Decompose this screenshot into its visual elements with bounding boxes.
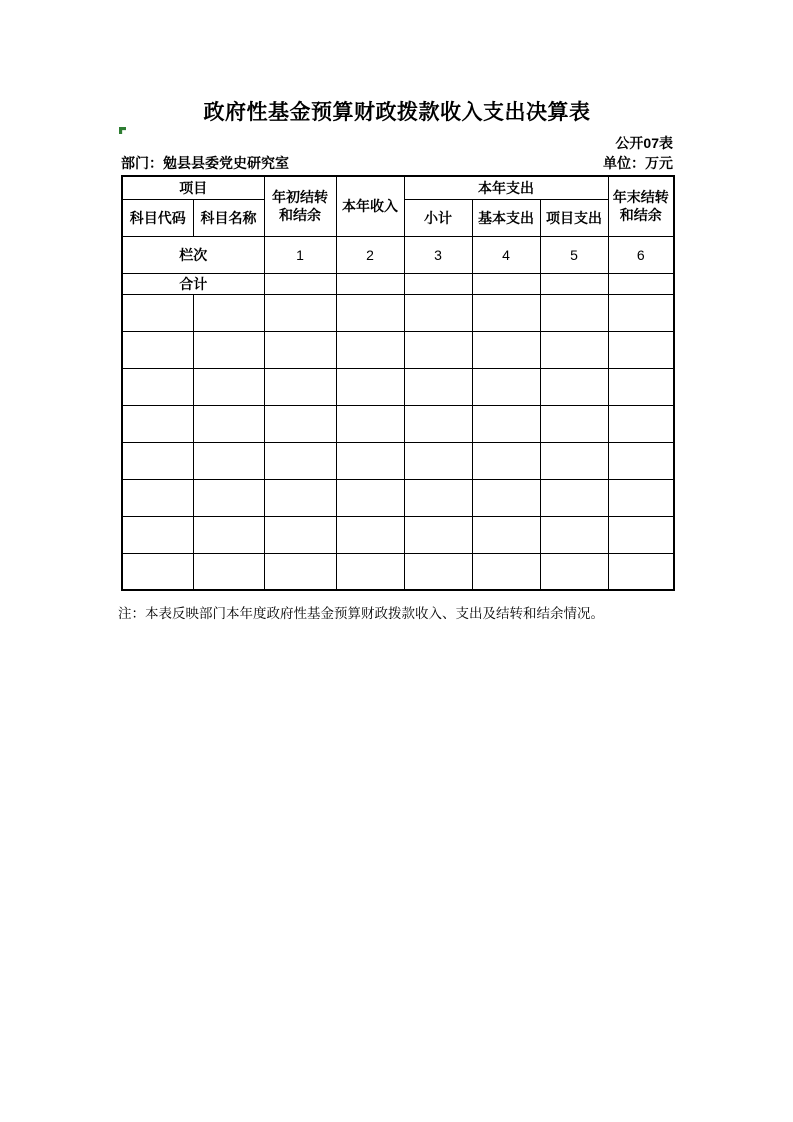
empty-cell (336, 405, 404, 442)
table-body (122, 273, 674, 590)
empty-cell (540, 516, 608, 553)
table-note: 注：本表反映部门本年度政府性基金预算财政拨款收入、支出及结转和结余情况。 (118, 606, 604, 621)
empty-cell (122, 405, 193, 442)
empty-cell (540, 294, 608, 331)
department-label: 部门：勉县县委党史研究室 (121, 155, 289, 171)
empty-cell (264, 368, 336, 405)
empty-cell (404, 442, 472, 479)
total-row (122, 273, 674, 294)
empty-cell (264, 405, 336, 442)
empty-cell (472, 553, 540, 590)
empty-cell (193, 368, 264, 405)
empty-cell (472, 479, 540, 516)
empty-cell (404, 479, 472, 516)
total-value-cell (264, 273, 336, 294)
empty-cell (608, 405, 674, 442)
header-subject-code: 科目代码 (122, 199, 193, 236)
empty-cell (608, 516, 674, 553)
empty-cell (472, 331, 540, 368)
header-end-balance-label: 年末结转和结余 (612, 189, 669, 224)
empty-cell (336, 516, 404, 553)
empty-cell (193, 516, 264, 553)
empty-cell (122, 294, 193, 331)
header-project-expense: 项目支出 (540, 199, 608, 236)
empty-cell (264, 442, 336, 479)
empty-cell (404, 405, 472, 442)
empty-cell (404, 294, 472, 331)
fiscal-table (121, 175, 675, 591)
empty-cell (122, 516, 193, 553)
empty-cell (540, 368, 608, 405)
empty-cell (472, 405, 540, 442)
empty-data-row (122, 331, 674, 368)
empty-cell (122, 553, 193, 590)
empty-cell (122, 368, 193, 405)
empty-cell (608, 294, 674, 331)
empty-cell (193, 294, 264, 331)
total-value-cell (608, 273, 674, 294)
column-index-cell: 4 (472, 236, 540, 273)
table-code: 公开07表 (615, 135, 673, 151)
column-index-cell: 1 (264, 236, 336, 273)
meta-line (121, 153, 673, 173)
header-basic-expense: 基本支出 (472, 199, 540, 236)
empty-cell (540, 553, 608, 590)
empty-data-row (122, 442, 674, 479)
empty-cell (193, 405, 264, 442)
empty-cell (540, 479, 608, 516)
header-year-income: 本年收入 (336, 176, 404, 236)
empty-cell (404, 553, 472, 590)
header-subtotal: 小计 (404, 199, 472, 236)
page-title: 政府性基金预算财政拨款收入支出决算表 (203, 101, 591, 124)
header-group-row (122, 176, 674, 199)
empty-cell (193, 442, 264, 479)
empty-data-row (122, 368, 674, 405)
header-year-expense-group: 本年支出 (404, 176, 608, 199)
empty-cell (608, 553, 674, 590)
empty-cell (264, 516, 336, 553)
header-begin-balance-label: 年初结转和结余 (272, 189, 328, 224)
empty-cell (404, 516, 472, 553)
empty-cell (122, 442, 193, 479)
empty-cell (264, 331, 336, 368)
unit-label: 单位：万元 (603, 155, 673, 171)
empty-cell (336, 553, 404, 590)
empty-data-row (122, 516, 674, 553)
empty-cell (193, 331, 264, 368)
empty-cell (540, 442, 608, 479)
column-index-cell: 3 (404, 236, 472, 273)
empty-cell (608, 442, 674, 479)
column-index-cell: 6 (608, 236, 674, 273)
column-index-cell: 2 (336, 236, 404, 273)
empty-cell (608, 479, 674, 516)
column-index-row (122, 236, 674, 273)
header-item-group: 项目 (122, 176, 264, 199)
header-begin-balance (264, 176, 336, 236)
empty-cell (608, 331, 674, 368)
empty-cell (472, 368, 540, 405)
empty-data-row (122, 294, 674, 331)
empty-cell (122, 479, 193, 516)
empty-data-row (122, 405, 674, 442)
empty-cell (404, 368, 472, 405)
empty-cell (540, 331, 608, 368)
header-subject-name: 科目名称 (193, 199, 264, 236)
empty-cell (540, 405, 608, 442)
column-index-label: 栏次 (122, 236, 264, 273)
empty-cell (264, 479, 336, 516)
total-value-cell (472, 273, 540, 294)
empty-cell (264, 553, 336, 590)
total-row-label: 合计 (122, 273, 264, 294)
empty-cell (336, 294, 404, 331)
empty-cell (336, 442, 404, 479)
empty-cell (264, 294, 336, 331)
empty-cell (336, 368, 404, 405)
empty-cell (193, 479, 264, 516)
column-index-cell: 5 (540, 236, 608, 273)
empty-data-row (122, 479, 674, 516)
empty-cell (404, 331, 472, 368)
total-value-cell (404, 273, 472, 294)
empty-cell (472, 442, 540, 479)
empty-cell (472, 294, 540, 331)
empty-cell (472, 516, 540, 553)
empty-cell (193, 553, 264, 590)
empty-cell (336, 331, 404, 368)
empty-cell (122, 331, 193, 368)
total-value-cell (540, 273, 608, 294)
empty-cell (336, 479, 404, 516)
empty-data-row (122, 553, 674, 590)
total-value-cell (336, 273, 404, 294)
header-end-balance (608, 176, 674, 236)
empty-cell (608, 368, 674, 405)
document-content (118, 100, 673, 622)
